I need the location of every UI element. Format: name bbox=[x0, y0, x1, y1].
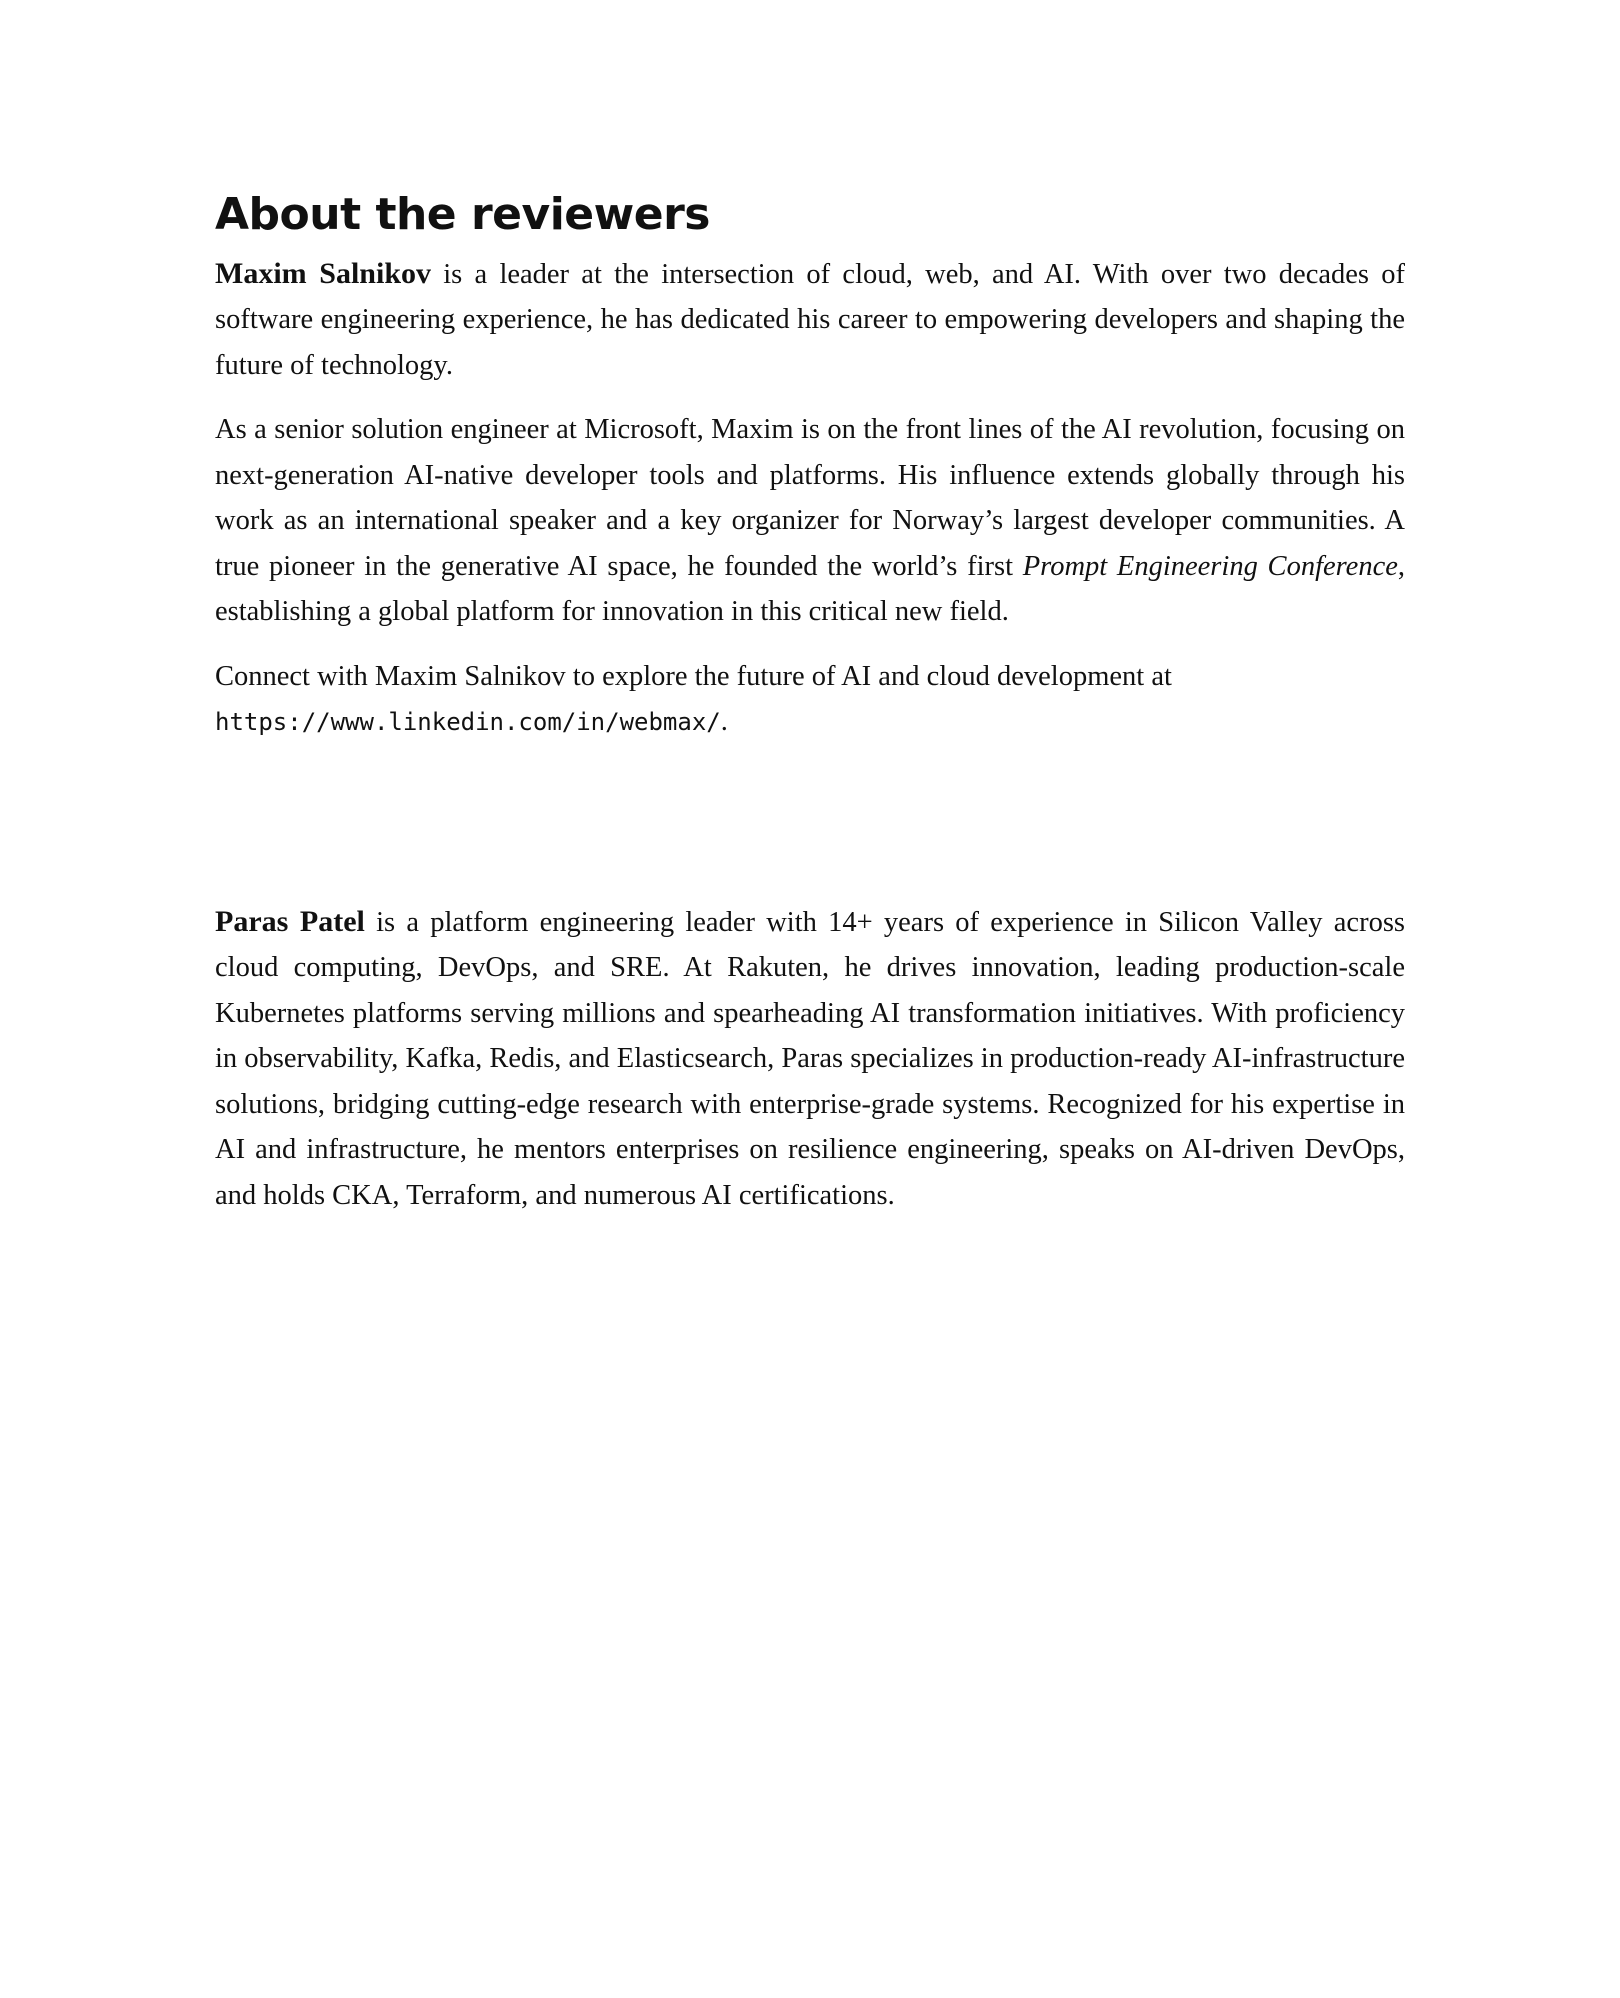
reviewer-career-paragraph bbox=[215, 407, 1405, 635]
reviewer-contact-paragraph bbox=[215, 654, 1405, 746]
contact-text: Connect with Maxim Salnikov to explore the future of AI and cloud development at bbox=[215, 660, 1172, 692]
reviewer-paras-patel bbox=[215, 899, 1405, 1219]
reviewer-maxim-salnikov bbox=[215, 251, 1405, 746]
reviewer-bio-paragraph bbox=[215, 899, 1405, 1219]
contact-text-end: . bbox=[720, 706, 728, 738]
page-title: About the reviewers bbox=[215, 189, 710, 240]
reviewer-bio-intro: is a platform engineering leader with 14+ years of experience in Silicon Valley across cloud computing, DevOps, and SRE. At Rakuten, he drives innovation, leading production-scale Kubernetes platforms serving millions and spearheading AI transformation initiatives. With proficiency in observability, Kafka, Redis, and Elasticsearch, Paras specializes in production-ready AI-infrastructure solutions, bridging cutting-edge research with enterprise-grade systems. Recognized for his expertise in AI and infrastructure, he mentors enterprises on resilience engineering, speaks on AI-driven DevOps, and holds CKA, Terraform, and numerous AI certifications. bbox=[215, 906, 1406, 1211]
conference-name: Prompt Engineering Conference bbox=[1022, 550, 1398, 582]
reviewer-bio-intro: is a leader at the intersection of cloud, web, and AI. With over two decades of software engineering experience, he has dedicated his career to empowering developers and shaping the future of technology. bbox=[215, 258, 1405, 381]
reviewer-name: Paras Patel bbox=[215, 904, 365, 938]
reviewer-bio-paragraph bbox=[215, 251, 1405, 389]
reviewer-name: Maxim Salnikov bbox=[215, 256, 431, 290]
page-content bbox=[215, 190, 1405, 1237]
career-text: As a senior solution engineer at Microsoft, Maxim is on the front lines of the AI revolution, focusing on next-generation AI-native developer tools and platforms. His influence extends globally through his work as an international speaker and a key organizer for Norway’s largest developer communities. A true pioneer in the generative AI space, he founded the world’s first bbox=[215, 414, 1405, 582]
linkedin-link[interactable]: https://www.linkedin.com/in/webmax/ bbox=[215, 708, 721, 737]
career-text-end: , establishing a global platform for innovation in this critical new field. bbox=[215, 550, 1405, 628]
